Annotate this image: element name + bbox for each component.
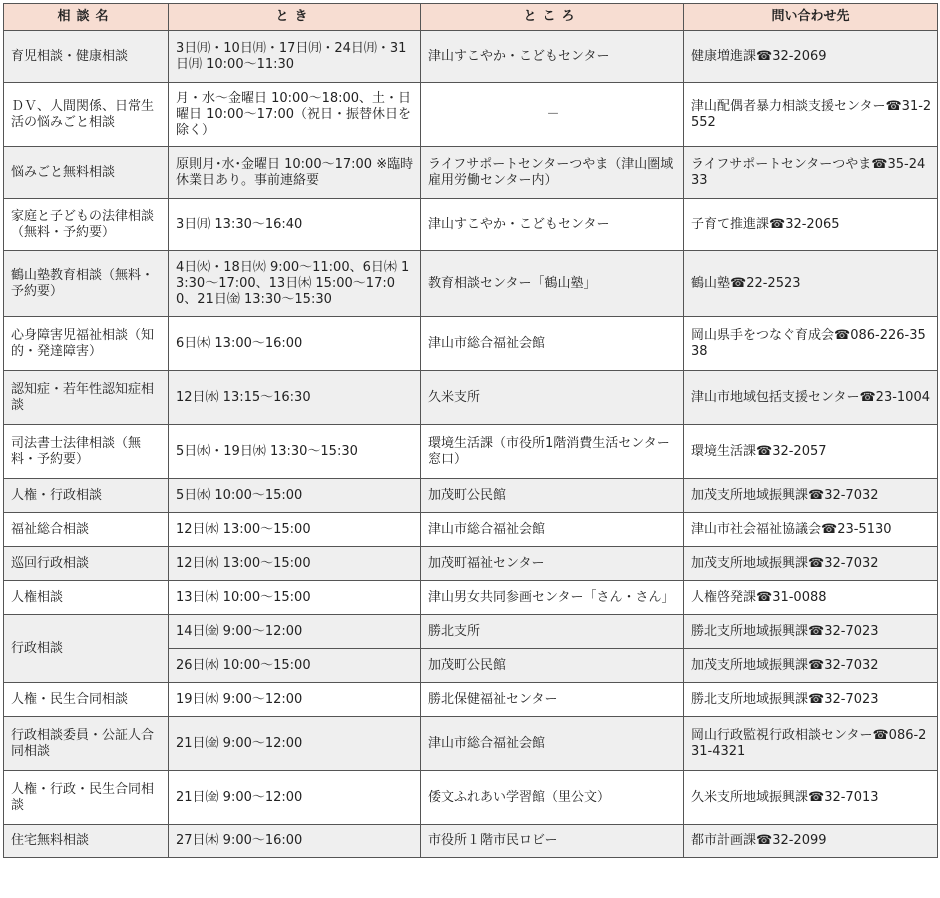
row-name: 心身障害児福祉相談（知的・発達障害） xyxy=(4,317,169,371)
table-row xyxy=(4,683,938,717)
row-name: 人権・民生合同相談 xyxy=(4,683,169,717)
header-name: 相談名 xyxy=(4,4,169,31)
row-place: 倭文ふれあい学習館（里公文） xyxy=(421,771,684,825)
table-row xyxy=(4,31,938,83)
row-time: 4日㈫・18日㈫ 9:00～11:00、6日㈭ 13:30～17:00、13日㈭ 15:00～17:00、21日㈮ 13:30～15:30 xyxy=(169,251,421,317)
row-name: 育児相談・健康相談 xyxy=(4,31,169,83)
row-place: ライフサポートセンターつやま（津山圏域雇用労働センター内） xyxy=(421,147,684,199)
row-time: 月・水～金曜日 10:00～18:00、土・日曜日 10:00～17:00（祝日・振替休日を除く） xyxy=(169,83,421,147)
row-time: 12日㈬ 13:15～16:30 xyxy=(169,371,421,425)
row-place: 津山男女共同参画センター「さん・さん」 xyxy=(421,581,684,615)
row-place: 津山市総合福祉会館 xyxy=(421,317,684,371)
row-contact: 津山配偶者暴力相談支援センター☎31-2552 xyxy=(684,83,938,147)
row-name: 人権・行政・民生合同相談 xyxy=(4,771,169,825)
row-place: 加茂町公民館 xyxy=(421,479,684,513)
row-time: 27日㈭ 9:00～16:00 xyxy=(169,825,421,858)
row-place: － xyxy=(421,83,684,147)
row-place: 勝北保健福祉センター xyxy=(421,683,684,717)
row-place: 市役所１階市民ロビー xyxy=(421,825,684,858)
table-row xyxy=(4,147,938,199)
row-contact: 環境生活課☎32-2057 xyxy=(684,425,938,479)
row-name: 行政相談委員・公証人合同相談 xyxy=(4,717,169,771)
row-time: 3日㈪・10日㈪・17日㈪・24日㈪・31日㈪ 10:00～11:30 xyxy=(169,31,421,83)
row-time: 19日㈬ 9:00～12:00 xyxy=(169,683,421,717)
row-contact: 都市計画課☎32-2099 xyxy=(684,825,938,858)
row-contact: ライフサポートセンターつやま☎35-2433 xyxy=(684,147,938,199)
table-header-row xyxy=(4,4,938,31)
row-place: 津山市総合福祉会館 xyxy=(421,513,684,547)
row-contact: 加茂支所地域振興課☎32-7032 xyxy=(684,649,938,683)
table-row xyxy=(4,317,938,371)
row-time: 3日㈪ 13:30～16:40 xyxy=(169,199,421,251)
table-row xyxy=(4,425,938,479)
row-place: 津山すこやか・こどもセンター xyxy=(421,199,684,251)
row-place: 加茂町公民館 xyxy=(421,649,684,683)
row-name: ＤＶ、人間関係、日常生活の悩みごと相談 xyxy=(4,83,169,147)
row-time: 14日㈮ 9:00～12:00 xyxy=(169,615,421,649)
table-row xyxy=(4,547,938,581)
row-time: 13日㈭ 10:00～15:00 xyxy=(169,581,421,615)
row-contact: 勝北支所地域振興課☎32-7023 xyxy=(684,615,938,649)
row-contact: 勝北支所地域振興課☎32-7023 xyxy=(684,683,938,717)
row-place: 久米支所 xyxy=(421,371,684,425)
row-name: 行政相談 xyxy=(4,615,169,683)
row-time: 6日㈭ 13:00～16:00 xyxy=(169,317,421,371)
row-time: 5日㈬ 10:00～15:00 xyxy=(169,479,421,513)
row-name: 認知症・若年性認知症相談 xyxy=(4,371,169,425)
table-row xyxy=(4,615,938,649)
row-name: 鶴山塾教育相談（無料・予約要） xyxy=(4,251,169,317)
row-time: 21日㈮ 9:00～12:00 xyxy=(169,771,421,825)
row-contact: 加茂支所地域振興課☎32-7032 xyxy=(684,547,938,581)
row-place: 勝北支所 xyxy=(421,615,684,649)
table-row xyxy=(4,581,938,615)
row-place: 教育相談センター「鶴山塾」 xyxy=(421,251,684,317)
header-contact: 問い合わせ先 xyxy=(684,4,938,31)
row-contact: 岡山県手をつなぐ育成会☎086-226-3538 xyxy=(684,317,938,371)
row-name: 悩みごと無料相談 xyxy=(4,147,169,199)
row-time: 12日㈬ 13:00～15:00 xyxy=(169,513,421,547)
table-row xyxy=(4,479,938,513)
header-time: とき xyxy=(169,4,421,31)
row-contact: 久米支所地域振興課☎32-7013 xyxy=(684,771,938,825)
row-contact: 加茂支所地域振興課☎32-7032 xyxy=(684,479,938,513)
table-row xyxy=(4,771,938,825)
table-row xyxy=(4,251,938,317)
row-time: 12日㈬ 13:00～15:00 xyxy=(169,547,421,581)
consultation-table xyxy=(3,3,938,858)
table-row xyxy=(4,371,938,425)
row-place: 環境生活課（市役所1階消費生活センター窓口） xyxy=(421,425,684,479)
table-row xyxy=(4,717,938,771)
row-time: 26日㈬ 10:00～15:00 xyxy=(169,649,421,683)
row-contact: 津山市地域包括支援センター☎23-1004 xyxy=(684,371,938,425)
row-contact: 鶴山塾☎22-2523 xyxy=(684,251,938,317)
row-name: 住宅無料相談 xyxy=(4,825,169,858)
row-time: 5日㈬・19日㈬ 13:30～15:30 xyxy=(169,425,421,479)
table-row xyxy=(4,83,938,147)
row-contact: 岡山行政監視行政相談センター☎086-231-4321 xyxy=(684,717,938,771)
row-place: 加茂町福祉センター xyxy=(421,547,684,581)
row-name: 巡回行政相談 xyxy=(4,547,169,581)
table-row xyxy=(4,513,938,547)
row-name: 人権相談 xyxy=(4,581,169,615)
row-contact: 人権啓発課☎31-0088 xyxy=(684,581,938,615)
row-name: 司法書士法律相談（無料・予約要） xyxy=(4,425,169,479)
header-place: ところ xyxy=(421,4,684,31)
row-contact: 津山市社会福祉協議会☎23-5130 xyxy=(684,513,938,547)
row-time: 原則月･水･金曜日 10:00～17:00 ※臨時休業日あり。事前連絡要 xyxy=(169,147,421,199)
row-name: 家庭と子どもの法律相談（無料・予約要） xyxy=(4,199,169,251)
row-place: 津山すこやか・こどもセンター xyxy=(421,31,684,83)
row-contact: 健康増進課☎32-2069 xyxy=(684,31,938,83)
row-name: 人権・行政相談 xyxy=(4,479,169,513)
row-name: 福祉総合相談 xyxy=(4,513,169,547)
table-row xyxy=(4,825,938,858)
row-place: 津山市総合福祉会館 xyxy=(421,717,684,771)
row-contact: 子育て推進課☎32-2065 xyxy=(684,199,938,251)
table-row xyxy=(4,199,938,251)
row-time: 21日㈮ 9:00～12:00 xyxy=(169,717,421,771)
